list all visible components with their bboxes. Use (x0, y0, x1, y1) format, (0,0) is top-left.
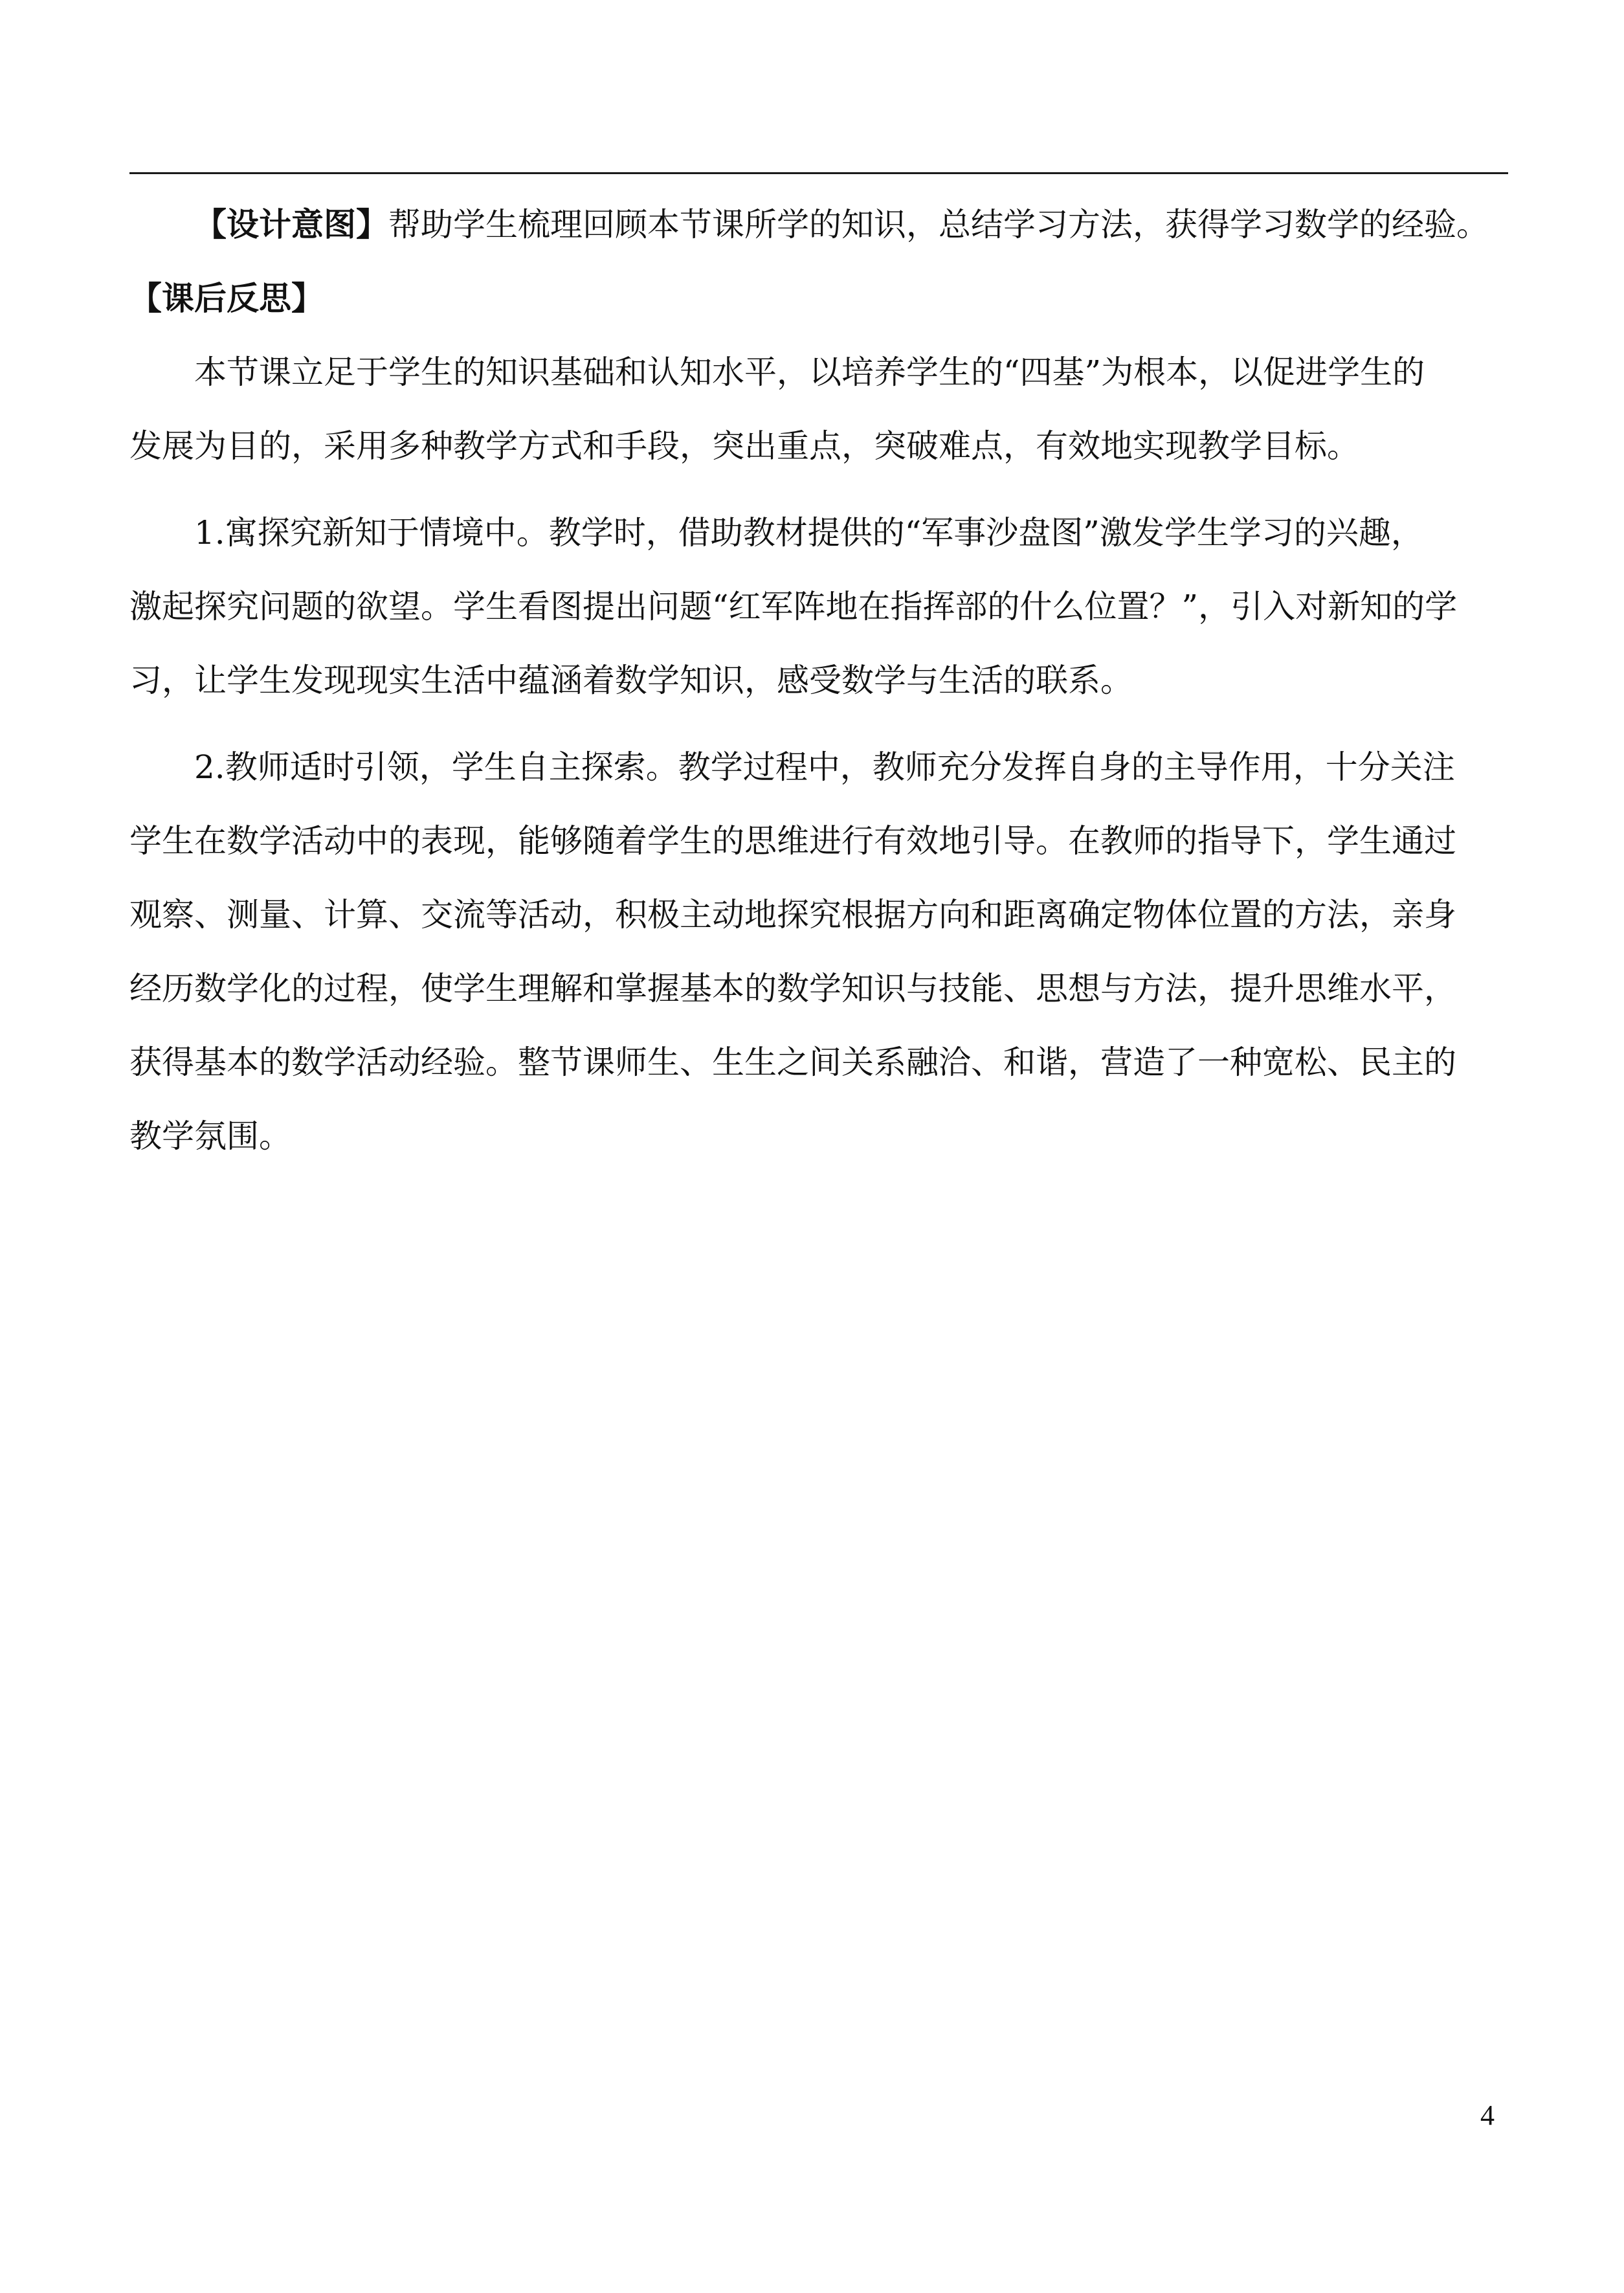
reflection-heading (129, 262, 1508, 335)
reflection-point-1 (129, 496, 1508, 717)
reflection-heading-text: 【课后反思】 (129, 280, 324, 317)
paragraph-line: 学生在数学活动中的表现，能够随着学生的思维进行有效地引导。在教师的指导下，学生通过 (129, 822, 1456, 860)
reflection-point-2 (129, 730, 1508, 1173)
paragraph-line: 激起探究问题的欲望。学生看图提出问题“红军阵地在指挥部的什么位置？”，引入对新知的学 (129, 588, 1458, 625)
design-intent-text: 帮助学生梳理回顾本节课所学的知识，总结学习方法，获得学习数学的经验。 (388, 206, 1489, 243)
paragraph-line: 习，让学生发现现实生活中蕴涵着数学知识，感受数学与生活的联系。 (129, 662, 1133, 699)
page-number: 4 (1480, 2099, 1495, 2131)
paragraph-line: 获得基本的数学活动经验。整节课师生、生生之间关系融洽、和谐，营造了一种宽松、民主的 (129, 1044, 1456, 1081)
paragraph-line: 发展为目的，采用多种教学方式和手段，突出重点，突破难点，有效地实现教学目标。 (129, 427, 1359, 465)
reflection-intro-paragraph (129, 335, 1508, 483)
paragraph-line: 本节课立足于学生的知识基础和认知水平，以培养学生的“四基”为根本，以促进学生的 (194, 353, 1425, 391)
header-rule (129, 172, 1508, 174)
paragraph-line: 2.教师适时引领，学生自主探索。教学过程中，教师充分发挥自身的主导作用，十分关注 (194, 748, 1455, 786)
paragraph-line: 经历数学化的过程，使学生理解和掌握基本的数学知识与技能、思想与方法，提升思维水平， (129, 970, 1456, 1007)
paragraph-line: 教学氛围。 (129, 1117, 291, 1155)
paragraph-line: 观察、测量、计算、交流等活动，积极主动地探究根据方向和距离确定物体位置的方法，亲身 (129, 896, 1456, 934)
document-body (129, 188, 1508, 1173)
paragraph-line: 1.寓探究新知于情境中。教学时，借助教材提供的“军事沙盘图”激发学生学习的兴趣， (194, 514, 1423, 552)
design-intent-label: 【设计意图】 (194, 206, 388, 243)
design-intent-paragraph (129, 188, 1508, 262)
